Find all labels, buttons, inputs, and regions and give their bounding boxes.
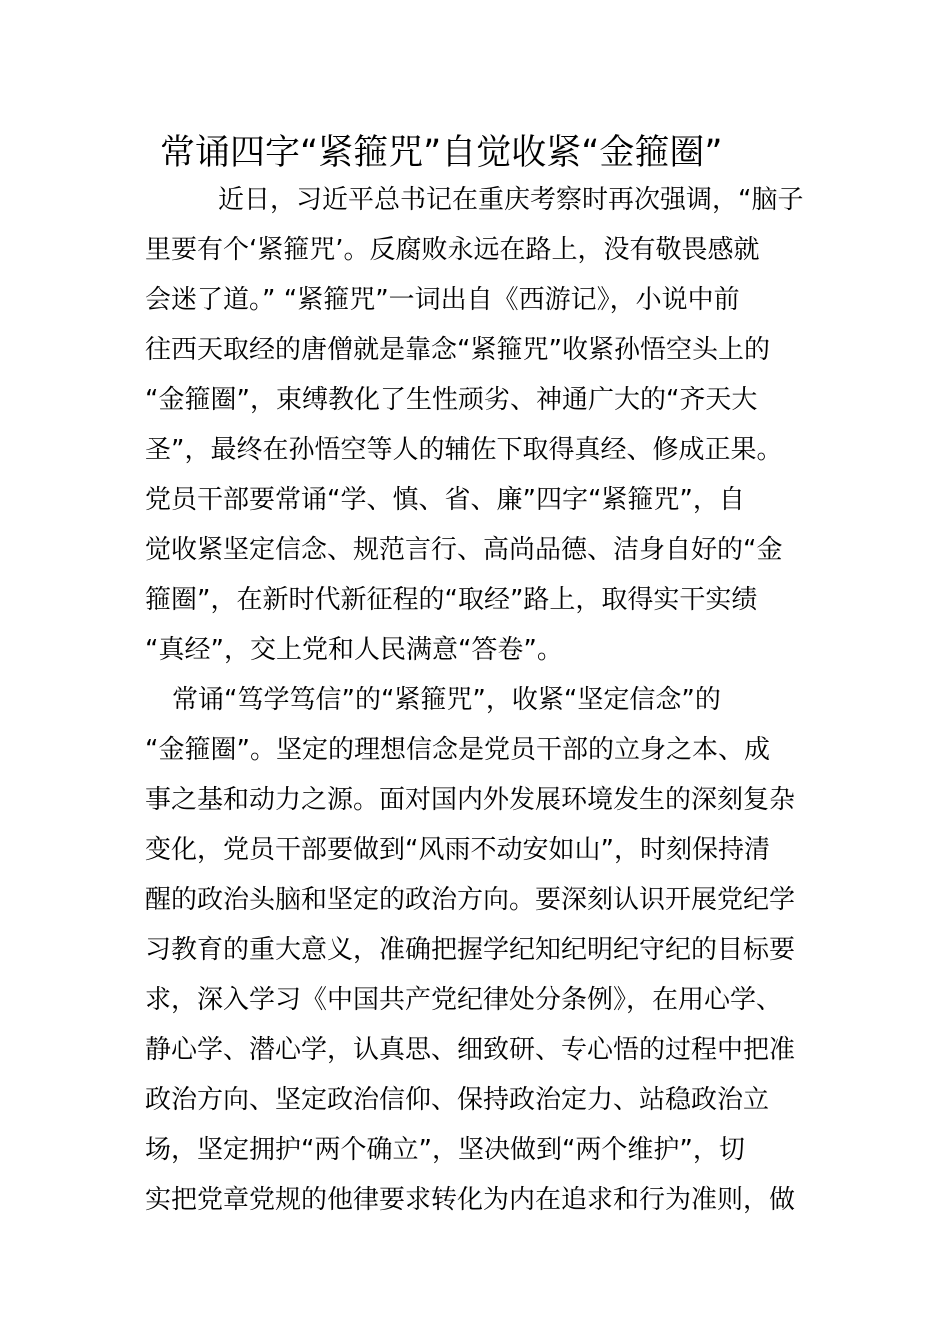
paragraph-line: 箍圈”，在新时代新征程的“取经”路上，取得实干实绩 [145, 585, 758, 615]
paragraph-line: 近日，习近平总书记在重庆考察时再次强调，“脑子 [218, 185, 804, 215]
paragraph-line: 党员干部要常诵“学、慎、省、廉”四字“紧箍咒”，自 [145, 485, 745, 515]
paragraph-line: 习教育的重大意义，准确把握学纪知纪明纪守纪的目标要 [145, 935, 796, 965]
paragraph-line: 往西天取经的唐僧就是靠念“紧箍咒”收紧孙悟空头上的 [145, 335, 770, 365]
paragraph-line: 变化，党员干部要做到“风雨不动安如山”，时刻保持清 [145, 835, 770, 865]
paragraph-line: 求，深入学习《中国共产党纪律处分条例》，在用心学、 [145, 985, 783, 1015]
paragraph-line: 事之基和动力之源。面对国内外发展环境发生的深刻复杂 [145, 785, 796, 815]
paragraph-line: 觉收紧坚定信念、规范言行、高尚品德、洁身自好的“金 [145, 535, 783, 565]
paragraph-line: 实把党章党规的他律要求转化为内在追求和行为准则，做 [145, 1185, 796, 1215]
paragraph-line: 政治方向、坚定政治信仰、保持政治定力、站稳政治立 [145, 1085, 770, 1115]
paragraph-line: 会迷了道。” “紧箍咒”一词出自《西游记》，小说中前 [145, 285, 740, 315]
document-title: 常诵四字“紧箍咒”自觉收紧“金箍圈” [160, 133, 723, 173]
paragraph-line: 圣”，最终在孙悟空等人的辅佐下取得真经、修成正果。 [145, 435, 783, 465]
paragraph-line: 醒的政治头脑和坚定的政治方向。要深刻认识开展党纪学 [145, 885, 796, 915]
paragraph-line: “金箍圈”。坚定的理想信念是党员干部的立身之本、成 [145, 735, 770, 765]
paragraph-line: 里要有个‘紧箍咒’。反腐败永远在路上，没有敬畏感就 [145, 235, 760, 265]
paragraph-line: “真经”，交上党和人民满意“答卷”。 [145, 635, 563, 665]
paragraph-line: 静心学、潜心学，认真思、细致研、专心悟的过程中把准 [145, 1035, 796, 1065]
paragraph-line: 场，坚定拥护“两个确立”，坚决做到“两个维护”，切 [145, 1135, 745, 1165]
paragraph-line: “金箍圈”，束缚教化了生性顽劣、神通广大的“齐天大 [145, 385, 758, 415]
paragraph-line: 常诵“笃学笃信”的“紧箍咒”，收紧“坚定信念”的 [172, 685, 721, 715]
